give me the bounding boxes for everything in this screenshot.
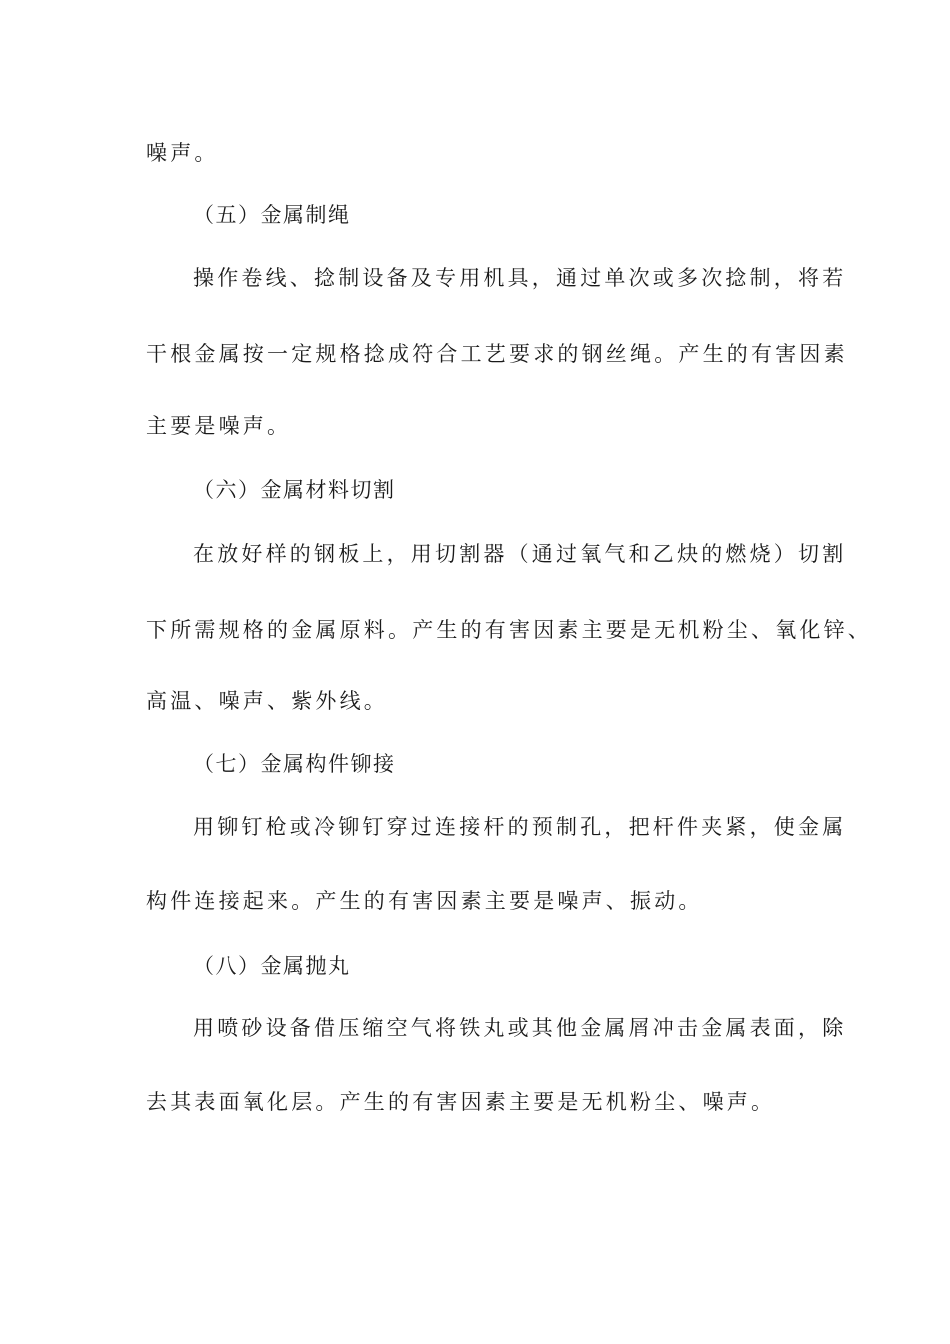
paragraph-line: 去其表面氧化层。产生的有害因素主要是无机粉尘、噪声。 xyxy=(146,1090,776,1114)
section-heading-6: （六）金属材料切割 xyxy=(193,478,396,502)
section-heading-8: （八）金属抛丸 xyxy=(193,954,351,978)
paragraph-line: 主要是噪声。 xyxy=(146,414,292,438)
paragraph-line: 构件连接起来。产生的有害因素主要是噪声、振动。 xyxy=(146,889,703,913)
paragraph-line: 用铆钉枪或冷铆钉穿过连接杆的预制孔，把杆件夹紧，使金属 xyxy=(193,815,847,839)
paragraph-line: 用喷砂设备借压缩空气将铁丸或其他金属屑冲击金属表面，除 xyxy=(193,1016,847,1040)
section-heading-7: （七）金属构件铆接 xyxy=(193,752,396,776)
section-heading-5: （五）金属制绳 xyxy=(193,203,351,227)
paragraph-line: 在放好样的钢板上，用切割器（通过氧气和乙炔的燃烧）切割 xyxy=(193,542,847,566)
paragraph-line: 高温、噪声、紫外线。 xyxy=(146,689,388,713)
paragraph-line: 下所需规格的金属原料。产生的有害因素主要是无机粉尘、氧化锌、 xyxy=(146,618,872,642)
paragraph-line: 操作卷线、捻制设备及专用机具，通过单次或多次捻制，将若 xyxy=(193,266,847,290)
paragraph-line: 干根金属按一定规格捻成符合工艺要求的钢丝绳。产生的有害因素 xyxy=(146,342,848,366)
paragraph-line: 噪声。 xyxy=(146,141,219,165)
